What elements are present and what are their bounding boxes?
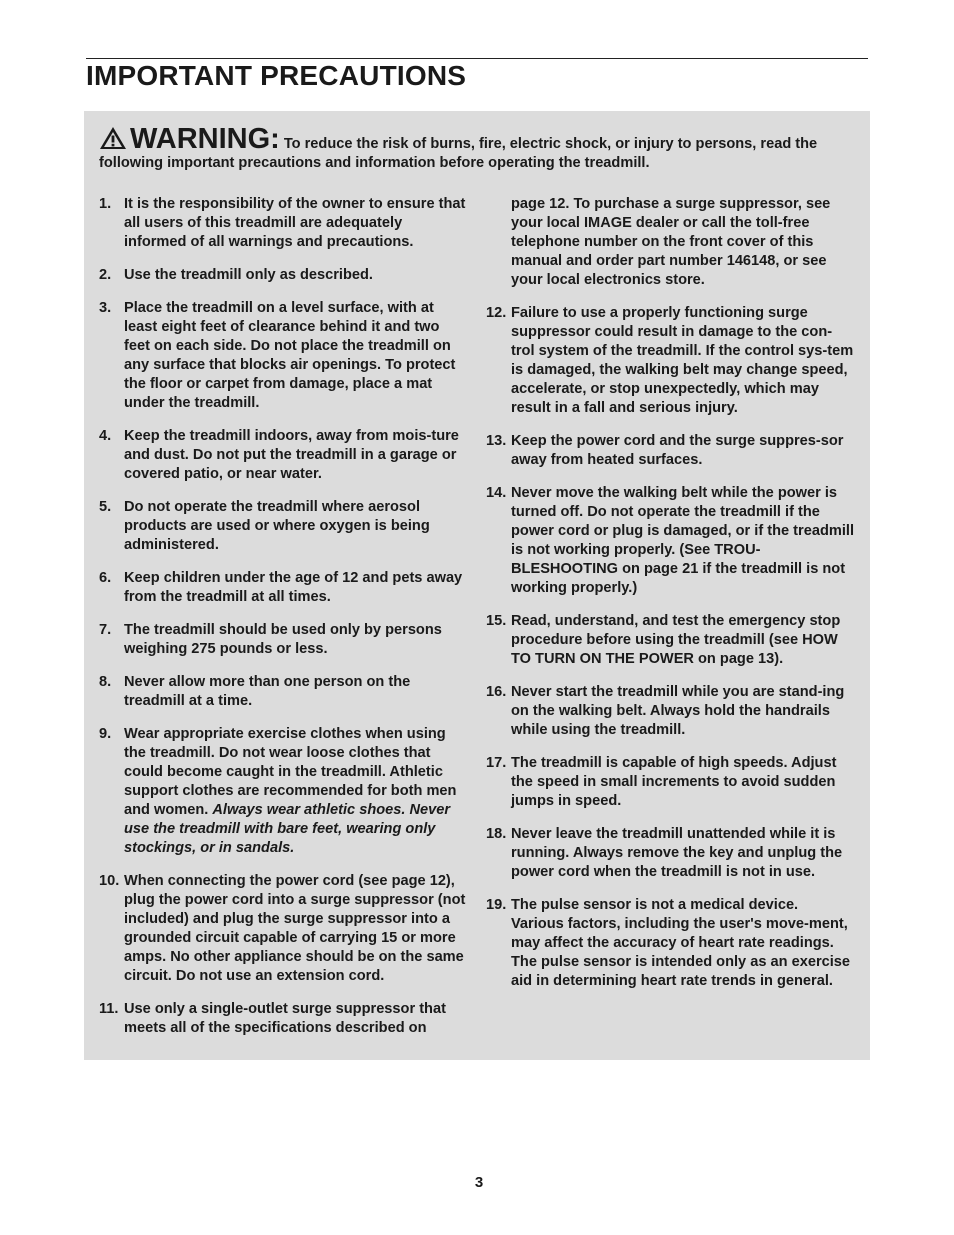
warning-label: WARNING: <box>130 123 280 155</box>
precaution-item-6: 6. Keep children under the age of 12 and pets away from the treadmill at all times. <box>99 570 463 605</box>
warning-header <box>99 125 857 173</box>
precaution-item-12: 12. Failure to use a properly functioning surge suppressor could result in damage to the con-trol system of the treadmill. If the control sys-tem is damaged, the walking belt may change speed, accelerate, or stop unexpectedly, which may result in a fall and serious injury. <box>486 305 854 416</box>
page-title: IMPORTANT PRECAUTIONS <box>86 60 467 91</box>
warning-triangle-icon <box>99 126 127 150</box>
precaution-item-17: 17. The treadmill is capable of high speeds. Adjust the speed in small increments to avoid sudden jumps in speed. <box>486 755 837 809</box>
warning-text: To reduce the risk of burns, fire, electric shock, or injury to persons, read the following important precautions and information before operating the treadmill. <box>99 136 818 171</box>
precaution-item-11-continued: page 12. To purchase a surge suppressor, see your local IMAGE dealer or call the toll-free telephone number on the front cover of this manual and order part number 146148, or see your local electronics store. <box>511 196 831 288</box>
precaution-item-14: 14. Never move the walking belt while the power is turned off. Do not operate the treadmill if the power cord or plug is damaged, or if the treadmill is not working properly. (See TROU-BLESHOOTING on page 21 if the treadmill is not working properly.) <box>486 485 855 596</box>
precaution-item-8: 8. Never allow more than one person on the treadmill at a time. <box>99 674 411 709</box>
precaution-item-9: 9. Wear appropriate exercise clothes when using the treadmill. Do not wear loose clothes that could become caught in the treadmill. Athletic support clothes are recommended for both men and women. Always wear athletic shoes. Never use the treadmill with bare feet, wearing only stockings, or in sandals. <box>99 726 457 856</box>
warning-panel <box>84 111 870 1060</box>
precaution-item-19: 19. The pulse sensor is not a medical device. Various factors, including the user's move-ment, may affect the accuracy of heart rate readings. The pulse sensor is intended only as an exercise aid in determining heart rate trends in general. <box>486 897 851 989</box>
precaution-item-9-emphasis: Always wear athletic shoes. Never use the treadmill with bare feet, wearing only stockings, or in sandals. <box>124 802 451 856</box>
precaution-item-15: 15. Read, understand, and test the emergency stop procedure before using the treadmill (see HOW TO TURN ON THE POWER on page 13). <box>486 613 841 667</box>
precaution-item-2: 2. Use the treadmill only as described. <box>99 267 373 283</box>
precaution-item-16: 16. Never start the treadmill while you are stand-ing on the walking belt. Always hold the handrails while using the treadmill. <box>486 684 845 738</box>
precaution-item-1: 1. It is the responsibility of the owner to ensure that all users of this treadmill are adequately informed of all warnings and precautions. <box>99 196 466 250</box>
precaution-item-18: 18. Never leave the treadmill unattended while it is running. Always remove the key and unplug the power cord when the treadmill is not in use. <box>486 826 843 880</box>
precaution-item-10: 10. When connecting the power cord (see page 12), plug the power cord into a surge suppressor (not included) and plug the surge suppressor into a grounded circuit capable of carrying 15 or more amps. No other appliance should be on the same circuit. Do not use an extension cord. <box>99 873 466 984</box>
precaution-item-4: 4. Keep the treadmill indoors, away from mois-ture and dust. Do not put the treadmill in a garage or covered patio, or near water. <box>99 428 459 482</box>
precaution-item-11: 11. Use only a single-outlet surge suppressor that meets all of the specifications described on <box>99 1001 446 1036</box>
top-rule <box>86 58 868 59</box>
precaution-item-7: 7. The treadmill should be used only by persons weighing 275 pounds or less. <box>99 622 442 657</box>
left-column <box>99 195 467 1052</box>
page-number: 3 <box>474 1174 484 1191</box>
precaution-item-3: 3. Place the treadmill on a level surface, with at least eight feet of clearance behind it and two feet on each side. Do not place the treadmill on any surface that blocks air openings. To protect the floor or carpet from damage, place a mat under the treadmill. <box>99 300 456 411</box>
precaution-item-13: 13. Keep the power cord and the surge suppres-sor away from heated surfaces. <box>486 433 844 468</box>
right-column <box>486 195 854 1005</box>
precaution-item-5: 5. Do not operate the treadmill where aerosol products are used or where oxygen is being administered. <box>99 499 430 553</box>
